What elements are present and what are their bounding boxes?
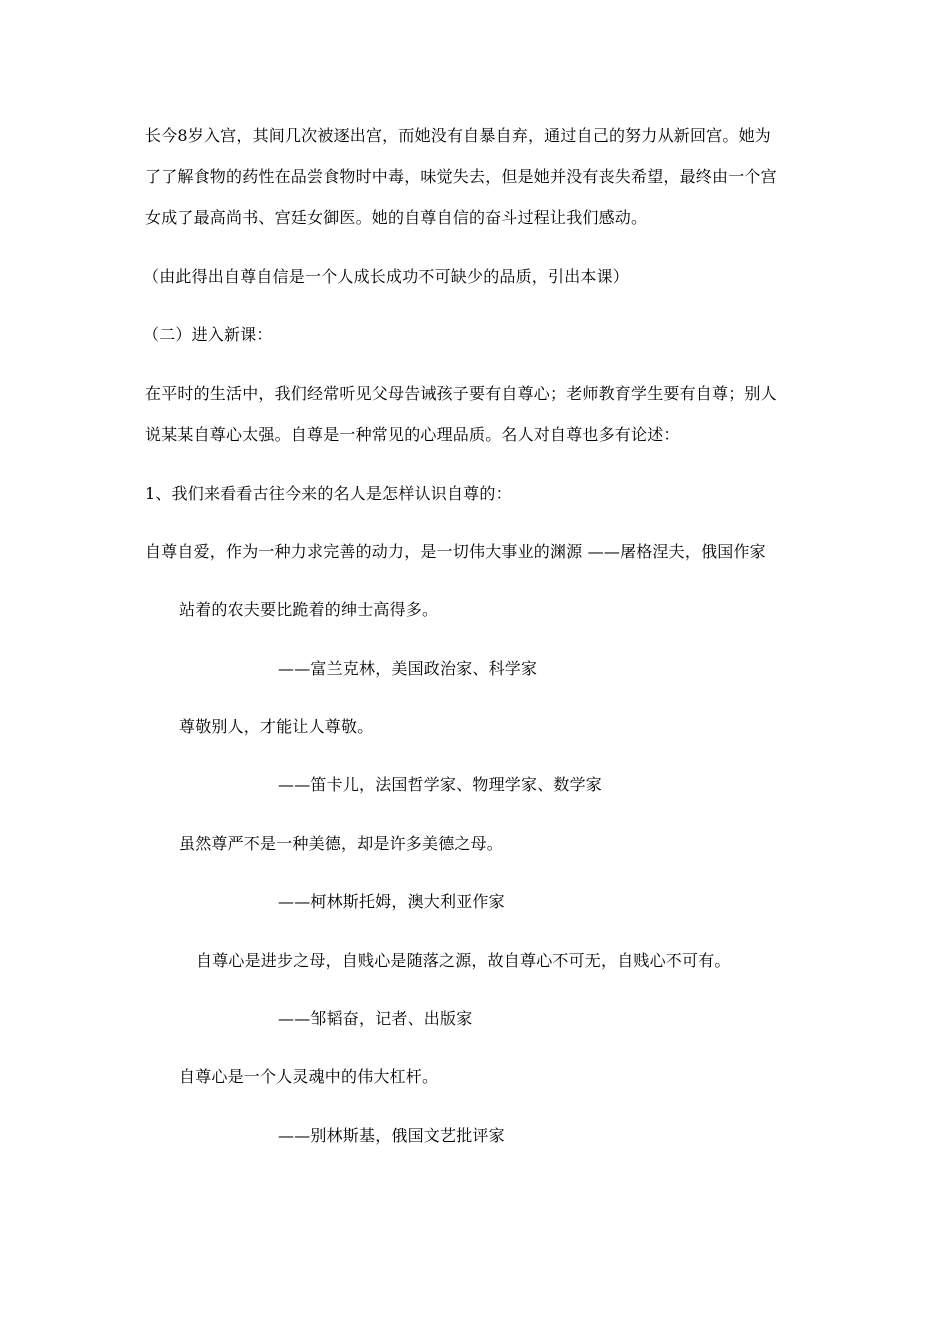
- quote-attribution: ——富兰克林，美国政治家、科学家: [278, 659, 538, 678]
- intro-story-line-1: 长今8岁入宫，其间几次被逐出宫，而她没有自暴自弃，通过自己的努力从新回宫。她为: [145, 126, 771, 145]
- quote-attribution: ——笛卡儿，法国哲学家、物理学家、数学家: [278, 775, 603, 794]
- section-heading: （二）进入新课：: [143, 325, 273, 344]
- quote-text: 站着的农夫要比跪着的绅士高得多。: [179, 600, 439, 619]
- conclusion-note: （由此得出自尊自信是一个人成长成功不可缺少的品质，引出本课）: [143, 267, 630, 286]
- quote-text: 自尊心是进步之母，自贱心是随落之源，故自尊心不可无，自贱心不可有。: [196, 951, 731, 970]
- quote-attribution: ——邹韬奋，记者、出版家: [278, 1009, 473, 1028]
- intro-story-line-2: 了了解食物的药性在品尝食物时中毒，味觉失去，但是她并没有丧失希望，最终由一个宫: [145, 167, 777, 186]
- daily-life-line-1: 在平时的生活中，我们经常听见父母告诫孩子要有自尊心；老师教育学生要有自尊；别人: [145, 384, 777, 403]
- intro-story-line-3: 女成了最高尚书、宫廷女御医。她的自尊自信的奋斗过程让我们感动。: [145, 208, 648, 227]
- quote-attribution: ——别林斯基，俄国文艺批评家: [278, 1126, 505, 1145]
- daily-life-line-2: 说某某自尊心太强。自尊是一种常见的心理品质。名人对自尊也多有论述：: [145, 425, 680, 444]
- quote-text: 尊敬别人，才能让人尊敬。: [179, 717, 374, 736]
- quote-text: 自尊自爱，作为一种力求完善的动力，是一切伟大事业的渊源 ——屠格涅夫，俄国作家: [145, 542, 766, 561]
- quote-text: 虽然尊严不是一种美德，却是许多美德之母。: [179, 834, 504, 853]
- list-item-1: 1、我们来看看古往今来的名人是怎样认识自尊的：: [145, 484, 512, 503]
- quote-attribution: ——柯林斯托姆，澳大利亚作家: [278, 892, 505, 911]
- quote-text: 自尊心是一个人灵魂中的伟大杠杆。: [179, 1067, 439, 1086]
